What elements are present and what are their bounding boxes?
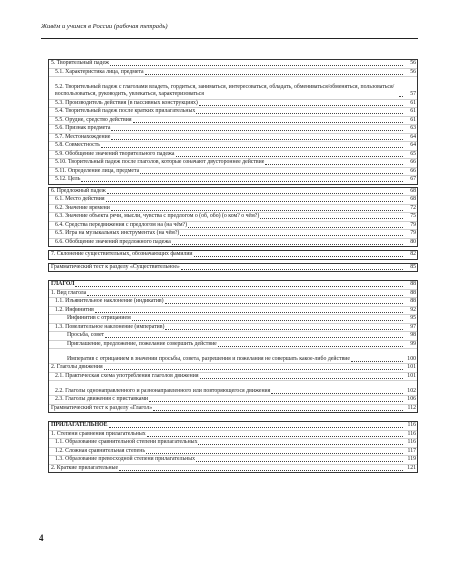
toc-entry-title: 5.12. Цель xyxy=(55,176,81,182)
toc-entry-title: Императив с отрицанием в значении просьбы, совета, разрешения и пожелания не совершать какое-либо действие xyxy=(67,355,350,362)
toc-entry-page: 65 xyxy=(410,150,416,157)
toc-entry-title: Грамматический тест к разделу «Глагол» xyxy=(51,404,153,411)
toc-entry[interactable] xyxy=(49,151,417,160)
toc-entry-page: 119 xyxy=(407,456,416,462)
dot-leader xyxy=(218,346,403,347)
toc-entry[interactable] xyxy=(49,222,417,231)
dot-leader xyxy=(140,173,403,174)
toc-entry[interactable] xyxy=(49,422,417,431)
toc-entry[interactable] xyxy=(49,290,417,299)
toc-entry-page: 79 xyxy=(410,221,416,228)
toc-entry-title: 2.1. Практическая схема употребления глаголов движения xyxy=(55,372,199,379)
toc-entry-page: 75 xyxy=(410,213,416,219)
toc-entry-page: 102 xyxy=(407,387,416,394)
toc-entry-title: 5.11. Определение лица, предмета xyxy=(55,167,140,174)
toc-entry[interactable] xyxy=(49,373,417,382)
toc-entry-title: Просьба, совет xyxy=(67,332,105,338)
toc-entry-page: 56 xyxy=(410,60,416,66)
toc-entry[interactable] xyxy=(49,405,417,413)
toc-entry-page: 79 xyxy=(410,230,416,236)
dot-leader xyxy=(260,218,403,219)
toc-entry-page: 117 xyxy=(407,447,416,454)
toc-entry-page: 116 xyxy=(407,439,416,445)
dot-leader xyxy=(81,181,403,182)
dot-leader xyxy=(351,361,403,362)
toc-entry[interactable] xyxy=(49,196,417,205)
toc-entry-title: 5.7. Местонахождение xyxy=(55,133,111,140)
toc-entry-title: 1.3. Повелительное наклонение (императив) xyxy=(55,323,165,330)
dot-leader xyxy=(181,269,403,270)
toc-entry-title: 5.6. Признак предмета xyxy=(55,125,111,131)
toc-section xyxy=(48,280,418,413)
dot-leader xyxy=(106,201,403,202)
dot-leader xyxy=(110,65,403,66)
toc-entry-title: 1.1. Образование сравнительной степени прилагательных xyxy=(55,439,198,445)
toc-entry[interactable] xyxy=(49,396,417,405)
toc-entry-title: 1. Вид глагола xyxy=(51,289,87,296)
dot-leader xyxy=(111,139,403,140)
toc-entry[interactable] xyxy=(49,439,417,448)
toc-entry[interactable] xyxy=(49,77,417,100)
toc-entry[interactable] xyxy=(49,230,417,239)
toc-entry-page: 92 xyxy=(410,306,416,313)
dot-leader xyxy=(132,320,403,321)
toc-entry[interactable] xyxy=(49,349,417,364)
toc-entry-title: 5.1. Характеристика лица, предмета xyxy=(55,68,144,75)
toc-entry-page: 88 xyxy=(410,298,416,304)
toc-entry-title: Приглашение, предложение, пожелание совершить действие xyxy=(67,340,217,347)
dot-leader xyxy=(87,295,403,296)
toc-entry[interactable] xyxy=(49,448,417,457)
dot-leader xyxy=(104,369,403,370)
toc-entry[interactable] xyxy=(49,176,417,184)
toc-entry-page: 88 xyxy=(410,289,416,296)
dot-leader xyxy=(149,401,403,402)
toc-entry-title: 6.5. Игра на музыкальных инструментах (на чём?) xyxy=(55,230,180,236)
toc-entry[interactable] xyxy=(49,239,417,247)
toc-entry[interactable] xyxy=(49,341,417,350)
toc-entry-page: 63 xyxy=(410,125,416,131)
dot-leader xyxy=(75,286,403,287)
toc-entry-page: 88 xyxy=(410,281,416,287)
dot-leader xyxy=(196,461,403,462)
page-number: 4 xyxy=(39,533,44,543)
toc-entry-page: 61 xyxy=(410,108,416,114)
toc-entry[interactable] xyxy=(49,125,417,134)
toc-entry[interactable] xyxy=(49,332,417,341)
toc-entry-title: 1.2. Сложная сравнительная степень xyxy=(55,447,145,454)
toc-entry-title: Инфинитив с отрицанием xyxy=(67,315,131,321)
toc-entry[interactable] xyxy=(49,324,417,333)
toc-entry[interactable] xyxy=(49,281,417,290)
toc-entry-page: 101 xyxy=(407,364,416,370)
toc-entry[interactable] xyxy=(49,431,417,440)
toc-entry[interactable] xyxy=(49,168,417,177)
toc-entry-title: ПРИЛАГАТЕЛЬНОЕ xyxy=(51,422,108,428)
toc-entry[interactable] xyxy=(49,60,417,69)
toc-entry-title: 2. Глаголы движения xyxy=(51,364,103,370)
toc-entry-page: 116 xyxy=(407,422,416,428)
toc-entry-page: 56 xyxy=(410,68,416,75)
dot-leader xyxy=(111,130,403,131)
dot-leader xyxy=(109,427,404,428)
dot-leader xyxy=(188,227,403,228)
dot-leader xyxy=(196,113,403,114)
dot-leader xyxy=(105,337,403,338)
toc-entry-page: 116 xyxy=(407,430,416,437)
dot-leader xyxy=(153,410,403,411)
toc-entry-title: 2.2. Глаголы однонаправленного и разнонаправленного или повторяющегося движения xyxy=(55,387,271,394)
dot-leader xyxy=(399,96,403,97)
toc-entry-page: 99 xyxy=(410,340,416,347)
toc-entry-title: 7. Склонение существительных, обозначающих фамилии xyxy=(51,251,193,257)
toc-entry-title: 6.1. Место действия xyxy=(55,196,105,202)
toc-entry-page: 97 xyxy=(410,323,416,330)
toc-entry-title: 5.2. Творительный падеж с глаголами владеть, гордиться, заниматься, интересоваться, обладать, обмениваться/обменяться, пользоваться/воспользоваться, руководить, увлекаться, характеризоваться xyxy=(55,83,395,97)
dot-leader xyxy=(107,193,403,194)
toc-entry-page: 64 xyxy=(410,142,416,148)
toc-entry-page: 101 xyxy=(407,372,416,379)
toc-entry-title: 1.2. Инфинитив xyxy=(55,306,94,313)
toc-entry-title: 5.5. Орудие, средство действия xyxy=(55,116,132,123)
toc-entry-title: Грамматический тест к разделу «Существительное» xyxy=(51,263,180,270)
toc-entry-page: 57 xyxy=(410,91,416,97)
toc-entry-page: 68 xyxy=(410,196,416,202)
toc-entry-title: 5.4. Творительный падеж после кратких прилагательных xyxy=(55,108,196,114)
toc-entry-page: 121 xyxy=(407,464,416,471)
toc-entry[interactable] xyxy=(49,188,417,197)
toc-entry[interactable] xyxy=(49,69,417,78)
dot-leader xyxy=(165,303,403,304)
toc-entry[interactable] xyxy=(49,364,417,373)
toc-entry[interactable] xyxy=(49,142,417,151)
section-gap xyxy=(48,413,418,421)
toc-entry-page: 80 xyxy=(410,238,416,245)
toc-entry-page: 98 xyxy=(410,332,416,338)
toc-entry-title: ГЛАГОЛ xyxy=(51,281,75,287)
dot-leader xyxy=(95,312,403,313)
dot-leader xyxy=(176,156,404,157)
toc-entry-page: 66 xyxy=(410,159,416,165)
dot-leader xyxy=(146,453,403,454)
table-of-contents xyxy=(48,59,418,473)
toc-entry-title: 1. Степени сравнения прилагательных xyxy=(51,430,146,437)
dot-leader xyxy=(200,378,403,379)
dot-leader xyxy=(199,105,403,106)
toc-entry-title: 2.3. Глаголы движения с приставками xyxy=(55,396,149,402)
toc-entry[interactable] xyxy=(49,456,417,465)
toc-entry-page: 72 xyxy=(410,204,416,211)
toc-section xyxy=(48,187,418,248)
dot-leader xyxy=(119,470,403,471)
dot-leader xyxy=(111,210,403,211)
toc-entry[interactable] xyxy=(49,264,417,272)
toc-entry-title: 2. Краткие прилагательные xyxy=(51,464,119,471)
toc-entry-page: 112 xyxy=(407,404,416,411)
toc-entry[interactable] xyxy=(49,117,417,126)
running-header xyxy=(41,20,418,39)
dot-leader xyxy=(165,329,403,330)
dot-leader xyxy=(198,444,403,445)
toc-entry-title: 5.10. Творительный падеж после глаголов, которые означают двустороннее действие xyxy=(55,159,265,165)
dot-leader xyxy=(145,74,403,75)
toc-entry[interactable] xyxy=(49,381,417,396)
toc-entry-title: 5.8. Совместность xyxy=(55,142,100,148)
toc-section xyxy=(48,59,418,185)
toc-entry[interactable] xyxy=(49,213,417,222)
toc-entry-page: 85 xyxy=(410,263,416,270)
toc-entry-title: 6. Предложный падеж xyxy=(51,187,106,194)
toc-entry-page: 106 xyxy=(407,396,416,402)
toc-entry-page: 67 xyxy=(410,176,416,182)
dot-leader xyxy=(271,393,403,394)
toc-entry-page: 82 xyxy=(410,251,416,257)
toc-entry-title: 5.3. Производитель действия (в пассивных конструкциях) xyxy=(55,99,198,106)
toc-entry-title: 6.4. Средства передвижения с предлогом на (на чём?) xyxy=(55,221,188,228)
dot-leader xyxy=(172,244,403,245)
dot-leader xyxy=(101,147,403,148)
dot-leader xyxy=(147,436,403,437)
toc-entry[interactable] xyxy=(49,100,417,109)
toc-entry-title: 6.2. Значение времени xyxy=(55,204,110,211)
toc-entry-page: 68 xyxy=(410,187,416,194)
toc-entry-title: 5.9. Обобщение значений творительного падежа xyxy=(55,150,175,157)
toc-entry-page: 66 xyxy=(410,167,416,174)
dot-leader xyxy=(194,256,403,257)
toc-entry[interactable] xyxy=(49,307,417,316)
toc-entry-title: 6.3. Значение объекта речи, мысли, чувства с предлогом о (об, обо) (о ком? о чём?) xyxy=(55,213,260,219)
toc-entry-title: 1.1. Изъявительное наклонение (индикатив) xyxy=(55,298,164,304)
toc-entry-page: 64 xyxy=(410,133,416,140)
toc-section xyxy=(48,263,418,273)
toc-entry[interactable] xyxy=(49,315,417,324)
toc-entry-title: 5. Творительный падеж xyxy=(51,60,110,66)
section-gap xyxy=(48,272,418,280)
toc-entry[interactable] xyxy=(49,159,417,168)
toc-section xyxy=(48,421,418,473)
toc-entry[interactable] xyxy=(49,298,417,307)
header-title: Живём и учимся в России (рабочая тетрадь) xyxy=(41,23,168,30)
toc-entry-title: 1.3. Образование превосходной степени прилагательных xyxy=(55,456,196,462)
toc-entry-page: 95 xyxy=(410,315,416,321)
toc-entry-title: 6.6. Обобщение значений предложного падежа xyxy=(55,238,171,245)
toc-section xyxy=(48,250,418,260)
toc-entry[interactable] xyxy=(49,251,417,259)
toc-entry[interactable] xyxy=(49,108,417,117)
toc-entry-page: 100 xyxy=(407,355,416,362)
toc-entry[interactable] xyxy=(49,205,417,214)
toc-entry-page: 61 xyxy=(410,99,416,106)
toc-entry[interactable] xyxy=(49,134,417,143)
dot-leader xyxy=(133,122,403,123)
dot-leader xyxy=(180,235,403,236)
toc-entry[interactable] xyxy=(49,465,417,473)
dot-leader xyxy=(265,164,403,165)
toc-entry-page: 61 xyxy=(410,116,416,123)
